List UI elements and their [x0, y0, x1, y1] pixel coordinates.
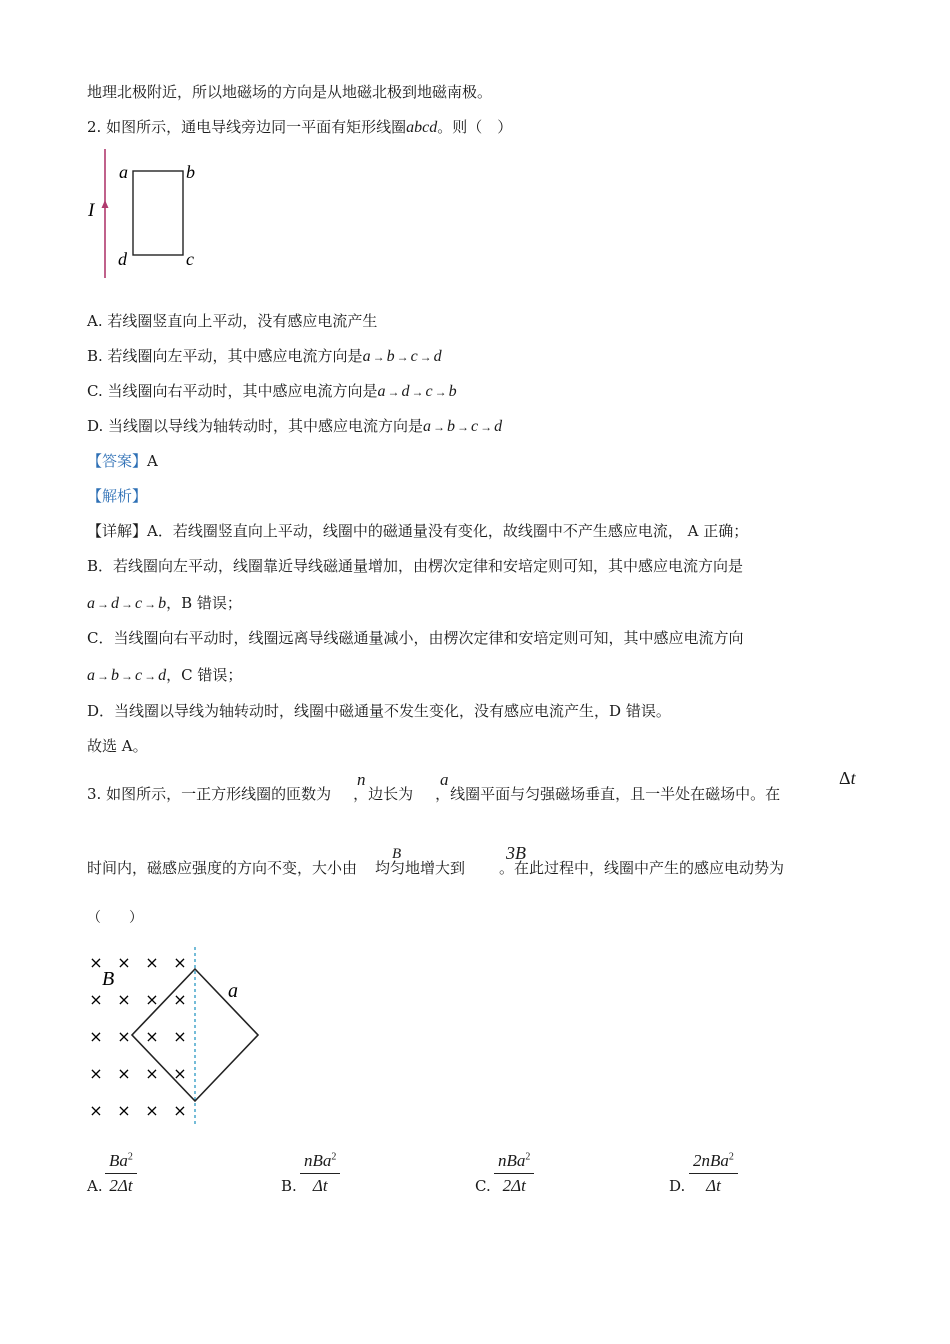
q2-corner-a: a [119, 162, 128, 182]
q3-option-b-letter: B. [281, 1177, 297, 1195]
q2-corner-b: b [186, 162, 195, 182]
field-cross: × [117, 953, 131, 972]
q2-current-arrow [102, 200, 109, 208]
field-cross: × [117, 1027, 131, 1046]
field-cross: × [145, 990, 159, 1009]
field-cross: × [145, 953, 159, 972]
detail-b-line1: B．若线圈向左平动，线圈靠近导线磁通量增加，由楞次定律和安培定则可知，其中感应电流方向是 [87, 557, 744, 575]
field-cross: × [89, 1027, 103, 1046]
answer-value: A [147, 452, 158, 470]
field-cross: × [117, 990, 131, 1009]
path-node: b [158, 595, 167, 612]
q3-var-n: n [357, 770, 366, 789]
path-node: a [423, 418, 432, 435]
side-label-a: a [228, 980, 238, 1002]
q2-option-d-text: D. 当线圈以导线为轴转动时，其中感应电流方向是 [87, 417, 424, 435]
detail-b-path: a → d → c → b [87, 595, 167, 612]
field-cross: × [173, 1027, 187, 1046]
field-cross: × [173, 1064, 187, 1083]
detail-b-line2 [87, 593, 242, 614]
path-node: d [433, 348, 442, 365]
q2-current-label: I [88, 200, 95, 221]
q3-paren: （ ） [87, 910, 143, 926]
path-node: a [362, 348, 371, 365]
exp: 2 [127, 1151, 133, 1163]
num: Ba [109, 1151, 128, 1170]
q1-tail-text: 地理北极附近，所以地磁场的方向是从地磁北极到地磁南极。 [87, 83, 493, 101]
path-node: b [386, 348, 395, 365]
field-cross: × [89, 1064, 103, 1083]
q2-option-d [87, 416, 502, 437]
field-cross: × [173, 990, 187, 1009]
q2-option-a [87, 311, 377, 331]
q3-stem-line1 [87, 784, 780, 804]
q2-option-b-text: B. 若线圈向左平动，其中感应电流方向是 [87, 347, 363, 365]
q3-option-d-letter: D. [669, 1177, 686, 1195]
q3-option-c-fraction [494, 1151, 534, 1196]
detail-b-tail: ，B 错误； [166, 594, 242, 612]
den: Δt [706, 1176, 721, 1195]
path-node: c [425, 383, 433, 400]
q2-stem-suffix: 。则（ ） [437, 118, 513, 136]
q3-stem-line2 [87, 858, 784, 878]
q3-stem2-part3: 。在此过程中，线圈中产生的感应电动势为 [499, 859, 785, 877]
exp: 2 [331, 1151, 337, 1163]
analysis-tag: 【解析】 [87, 487, 148, 505]
q2-option-c-path: a → d → c → b [377, 383, 457, 400]
q3-var-dt: Δt [839, 768, 856, 788]
q3-stem2-part1: 时间内，磁感应强度的方向不变，大小由 [87, 859, 358, 877]
detail-tag: 【详解】 [87, 522, 148, 540]
path-node: b [447, 418, 456, 435]
field-label-B: B [102, 968, 115, 990]
field-cross: × [117, 1101, 131, 1120]
path-node: a [87, 667, 95, 684]
field-cross: × [89, 953, 103, 972]
q3-stem2-part2: 均匀地增大到 [375, 859, 466, 877]
path-node: b [448, 383, 457, 400]
q3-option-d-fraction [689, 1151, 738, 1196]
q2-corner-c: c [186, 249, 194, 269]
q2-option-a-text: A. 若线圈竖直向上平动，没有感应电流产生 [87, 312, 378, 330]
field-cross: × [173, 1101, 187, 1120]
path-node: c [135, 667, 143, 684]
conclusion: 故选 A。 [87, 737, 148, 755]
num: nBa [304, 1151, 332, 1170]
path-node: d [401, 383, 410, 400]
path-node: a [377, 383, 386, 400]
answer-tag: 【答案】 [87, 452, 148, 470]
field-cross: × [117, 1064, 131, 1083]
field-cross: × [89, 1101, 103, 1120]
field-cross: × [173, 953, 187, 972]
q2-option-c [87, 381, 457, 402]
path-node: c [471, 418, 479, 435]
detail-c-path: a → b → c → d [87, 667, 167, 684]
q2-corner-d: d [118, 249, 127, 269]
q3-option-b-fraction [300, 1151, 340, 1196]
detail-c-line1: C．当线圈向右平动时，线圈远离导线磁通量减小，由楞次定律和安培定则可知，其中感应电流方向 [87, 629, 744, 647]
q2-stem-prefix: 2. 如图所示，通电导线旁边同一平面有矩形线圈 [87, 118, 407, 136]
field-cross: × [89, 990, 103, 1009]
q3-figure [80, 945, 280, 1130]
q2-figure [80, 145, 220, 285]
field-cross: × [145, 1064, 159, 1083]
num: nBa [498, 1151, 526, 1170]
q3-stem1-part1: 3. 如图所示，一正方形线圈的匝数为 [87, 785, 332, 803]
q2-stem [87, 117, 512, 138]
den: 2Δt [502, 1176, 526, 1195]
detail-a [87, 521, 748, 541]
detail-d: D．当线圈以导线为轴转动时，线圈中磁通量不发生变化，没有感应电流产生，D 错误。 [87, 702, 671, 720]
q3-var-a: a [440, 770, 449, 789]
q2-stem-var: abcd [406, 119, 438, 136]
path-node: d [158, 667, 167, 684]
q3-option-a-fraction [105, 1151, 137, 1196]
q2-option-c-text: C. 当线圈向右平动时，其中感应电流方向是 [87, 382, 378, 400]
path-node: a [87, 595, 95, 612]
den: 2Δt [109, 1176, 133, 1195]
path-node: d [494, 418, 503, 435]
path-node: c [410, 348, 418, 365]
field-cross: × [145, 1027, 159, 1046]
q2-rect-coil [133, 171, 183, 255]
q2-option-d-path: a → b → c → d [423, 418, 503, 435]
q3-stem1-part3: ，线圈平面与匀强磁场垂直，且一半处在磁场中。在 [435, 785, 781, 803]
path-node: c [135, 595, 143, 612]
exp: 2 [525, 1151, 531, 1163]
q3-stem1-part2: ，边长为 [353, 785, 414, 803]
detail-a-text: A．若线圈竖直向上平动，线圈中的磁通量没有变化，故线圈中不产生感应电流， A 正确； [147, 522, 749, 540]
q3-var-B: B [392, 846, 402, 862]
exp: 2 [728, 1151, 734, 1163]
q2-option-b [87, 346, 442, 367]
path-node: d [111, 595, 119, 612]
path-node: b [111, 667, 119, 684]
q3-var-3B: 3B [506, 843, 526, 863]
q2-answer [87, 451, 158, 471]
detail-c-tail: ，C 错误； [166, 666, 243, 684]
num: 2nBa [693, 1151, 729, 1170]
q3-option-a-letter: A. [87, 1177, 103, 1195]
q2-option-b-path: a → b → c → d [362, 348, 442, 365]
detail-c-line2 [87, 665, 242, 686]
q3-option-c-letter: C. [475, 1177, 491, 1195]
den: Δt [312, 1176, 328, 1195]
field-cross: × [145, 1101, 159, 1120]
